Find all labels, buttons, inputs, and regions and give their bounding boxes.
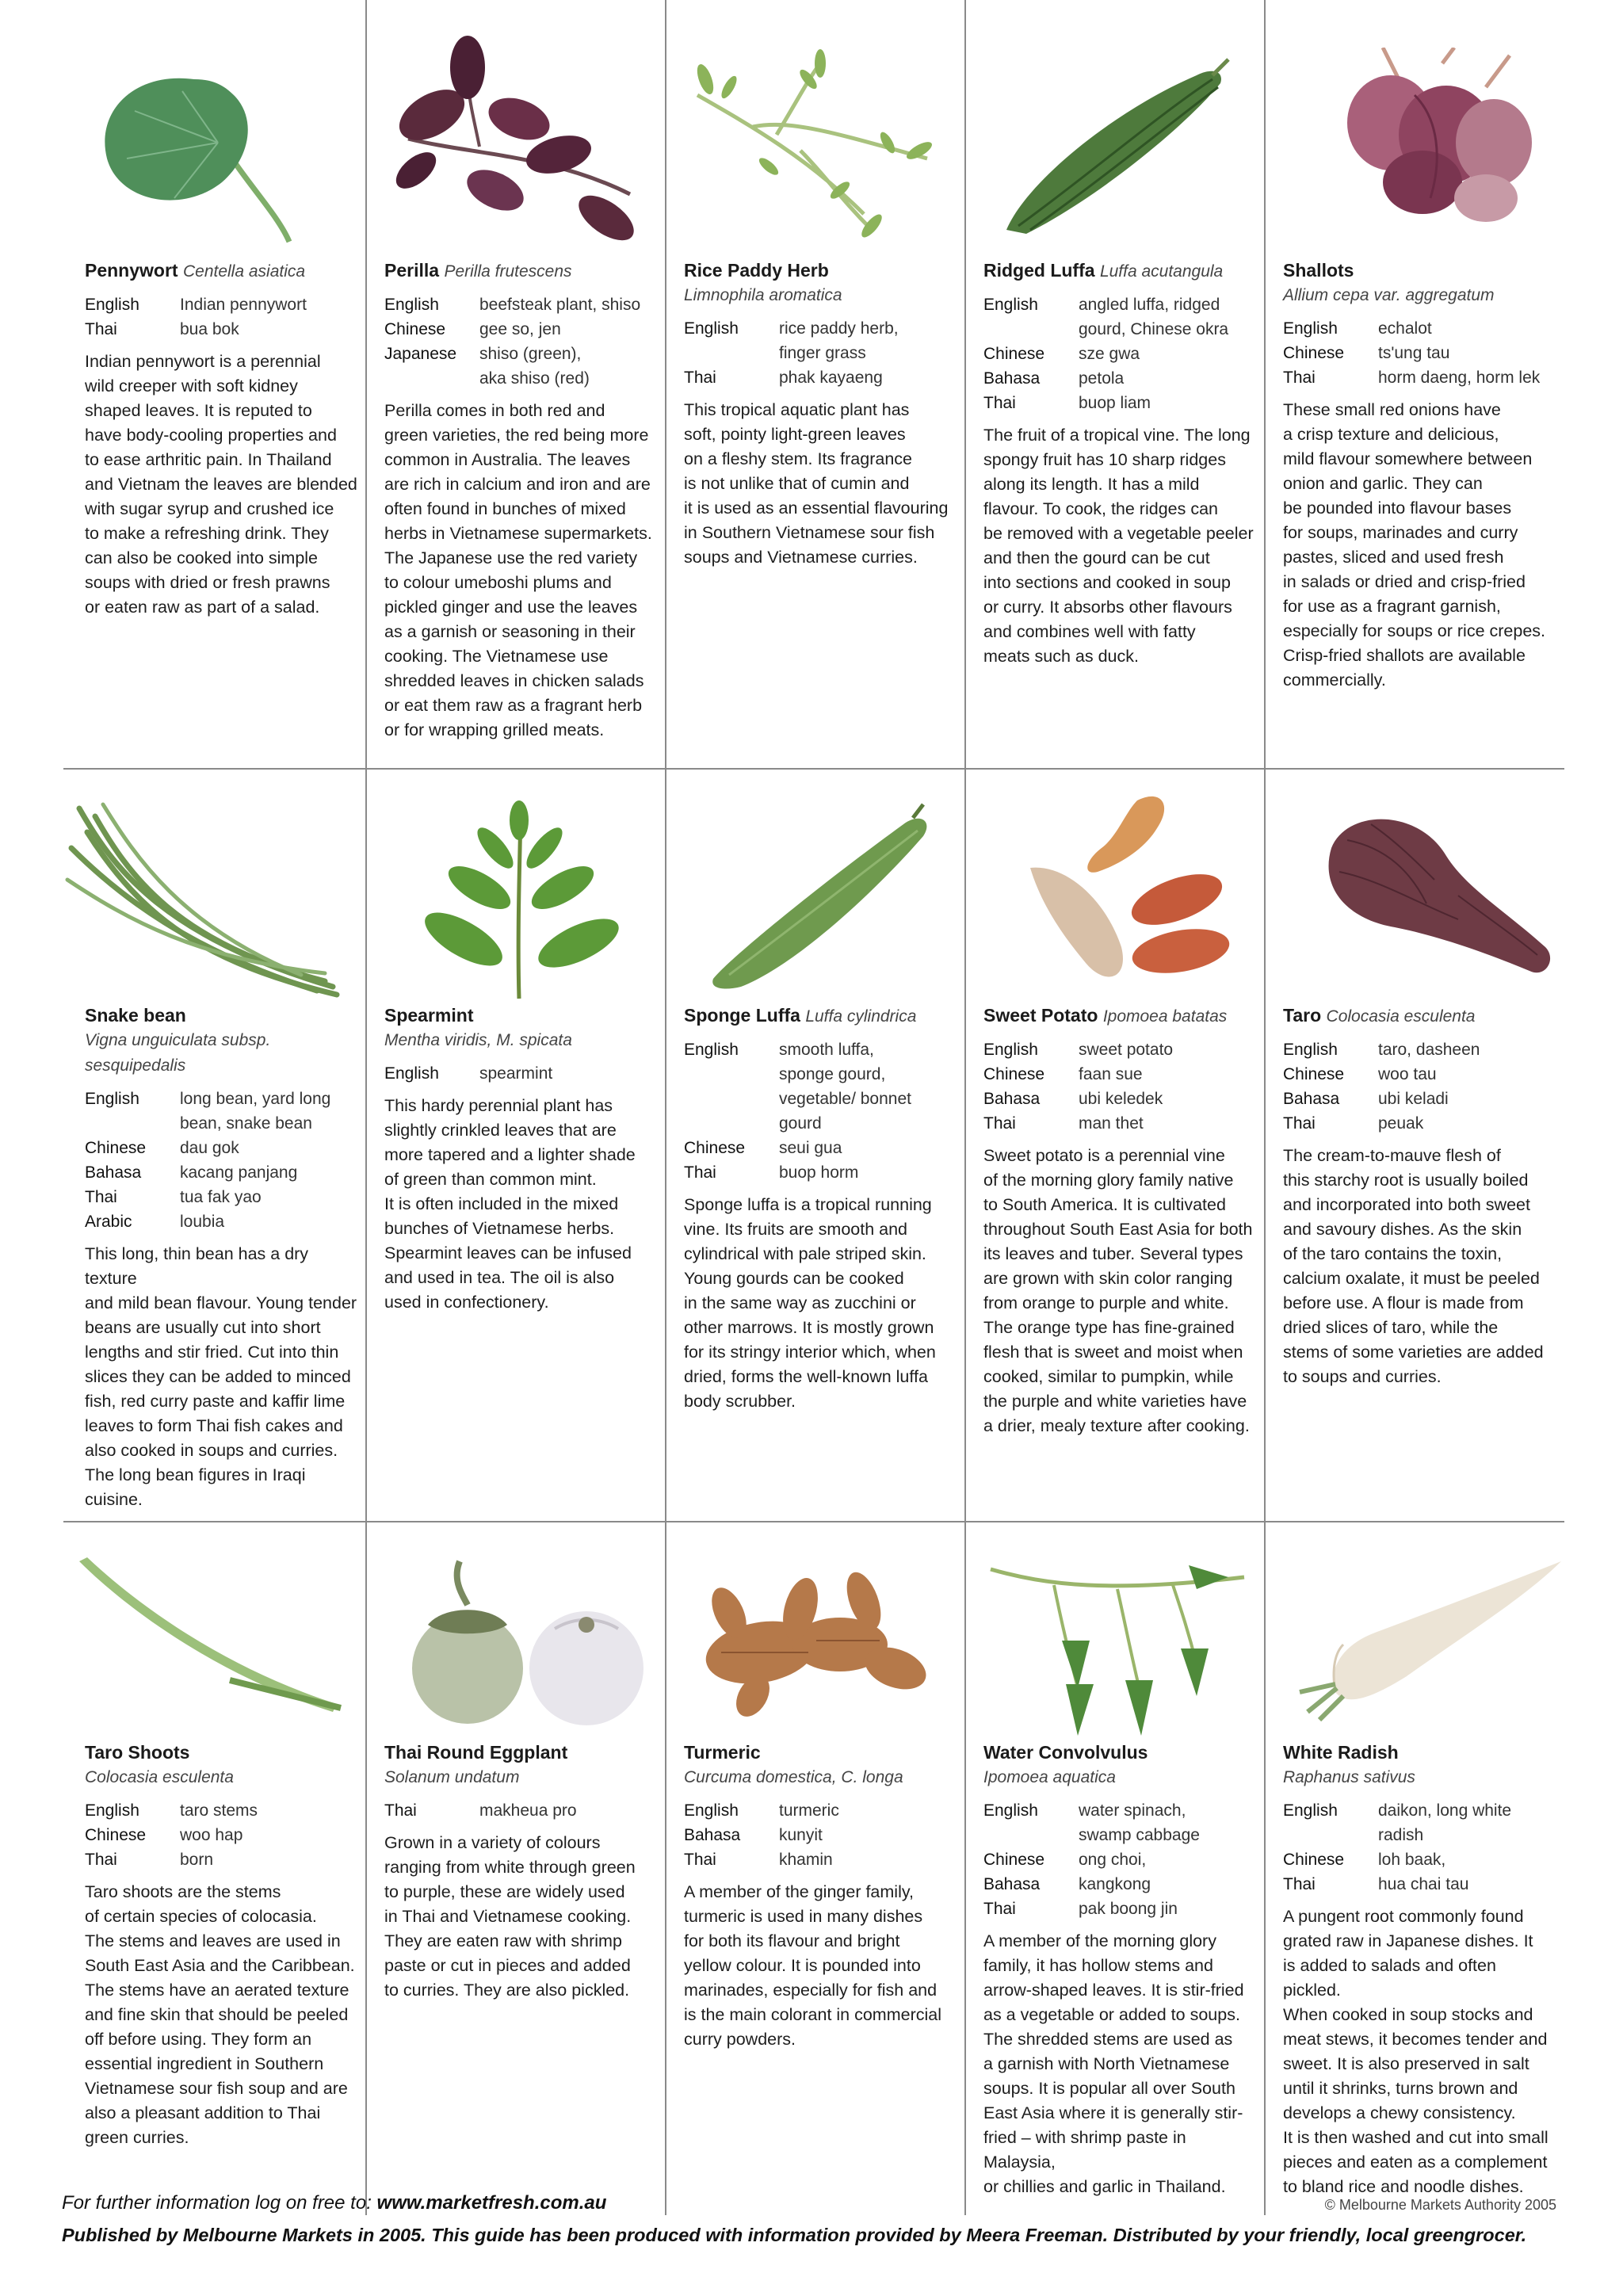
language-label: Chinese	[384, 320, 446, 338]
language-label: English	[983, 1041, 1038, 1059]
name-row	[85, 1160, 358, 1185]
description: A member of the morning glory family, it has hollow stems and arrow-shaped leaves. It is stir-fried as a vegetable or added to soups. The shredded stems are used as a garnish with North Vietnamese soups. It is popular all over South East Asia where it is generally stir- fried – with shrimp paste in Malaysia, or chillies and garlic in Thailand.	[983, 1931, 1244, 2196]
card-spearmint	[384, 1003, 658, 1315]
language-label: Thai	[1283, 1875, 1316, 1893]
language-label: Thai	[85, 1851, 117, 1869]
name-row	[85, 1823, 358, 1847]
local-name: ts'ung tau	[1378, 344, 1450, 362]
card-sponge-luffa	[684, 1003, 957, 1414]
name-row	[983, 1872, 1257, 1897]
white-radish-image	[1288, 1549, 1565, 1724]
card-shallots	[1283, 258, 1556, 693]
language-label: English	[983, 296, 1038, 314]
local-name: sweet potato	[1079, 1041, 1174, 1059]
language-label: English	[684, 1801, 739, 1820]
language-label: Thai	[983, 394, 1016, 412]
common-name: Perilla	[384, 260, 440, 281]
local-name: taro, dasheen	[1378, 1041, 1480, 1059]
name-row	[85, 1798, 358, 1823]
local-name: turmeric	[779, 1801, 839, 1820]
language-label: English	[684, 319, 739, 338]
name-list	[384, 1798, 658, 1823]
common-name: Taro	[1283, 1005, 1322, 1026]
footer-info-text: For further information log on free to:	[62, 2192, 377, 2214]
local-name: kacang panjang	[180, 1163, 298, 1182]
local-name: gee so, jen	[479, 320, 561, 338]
scientific-name: Colocasia esculenta	[1326, 1007, 1476, 1026]
pennywort-image	[87, 55, 301, 246]
website-link[interactable]: www.marketfresh.com.au	[376, 2192, 607, 2214]
sweet-potato-image	[1010, 789, 1248, 995]
copyright-text: © Melbourne Markets Authority 2005	[1324, 2197, 1556, 2213]
name-row	[1283, 1111, 1556, 1136]
scientific-name: Luffa cylindrica	[805, 1007, 917, 1026]
local-name: born	[180, 1851, 214, 1869]
language-label: English	[384, 1064, 439, 1083]
name-row	[1283, 1087, 1556, 1111]
card-title	[684, 258, 957, 283]
name-row	[384, 342, 658, 391]
scientific-name: Solanum undatum	[384, 1768, 520, 1786]
row-divider	[63, 1521, 1564, 1522]
scientific-name: Allium cepa var. aggregatum	[1283, 286, 1495, 304]
card-title	[1283, 258, 1556, 283]
local-name: shiso (green), aka shiso (red)	[479, 345, 590, 388]
local-name: spearmint	[479, 1064, 553, 1083]
local-name: woo hap	[180, 1826, 243, 1844]
name-row	[684, 1037, 957, 1136]
rice-paddy-herb-image	[682, 48, 943, 246]
description: Perilla comes in both red and green varieties, the red being more common in Australia. The leaves are rich in calcium and iron and are often found in bunches of mixed herbs in Vietnamese supermarkets. The Japanese use the red variety to colour umeboshi plums and pickled ginger and use the leaves as a garnish or seasoning in their cooking. The Vietnamese use shredded leaves in chicken salads or eat them raw as a fragrant herb or for wrapping grilled meats.	[384, 401, 652, 739]
card-title	[85, 258, 358, 285]
description: This tropical aquatic plant has soft, pointy light-green leaves on a fleshy stem. Its fragrance is not unlike that of cumin and it is used as an essential flavouring in Southern Vietnamese sour fish soups and Vietnamese curries.	[684, 400, 949, 567]
local-name: loh baak,	[1378, 1851, 1446, 1869]
name-row	[684, 1160, 957, 1185]
snake-bean-image	[63, 800, 349, 999]
name-row	[1283, 316, 1556, 341]
name-row	[1283, 365, 1556, 390]
scientific-name: Luffa acutangula	[1099, 262, 1224, 281]
card-title	[85, 1740, 358, 1765]
local-name: tua fak yao	[180, 1188, 262, 1206]
name-row	[1283, 1847, 1556, 1872]
name-row	[85, 317, 358, 342]
scientific-name: Centella asiatica	[182, 262, 306, 281]
scientific-name: Raphanus sativus	[1283, 1768, 1415, 1786]
publication-credit: Published by Melbourne Markets in 2005. This guide has been produced with information provided by Meera Freeman. Distributed by your friendly, local greengrocer.	[62, 2225, 1527, 2245]
language-label: Japanese	[384, 345, 457, 363]
language-label: Thai	[684, 1851, 716, 1869]
common-name: Thai Round Eggplant	[384, 1742, 568, 1763]
card-water-convolvulus	[983, 1740, 1257, 2199]
language-label: Chinese	[1283, 344, 1345, 362]
card-taro-shoots	[85, 1740, 358, 2150]
name-row	[983, 1087, 1257, 1111]
column-divider	[964, 0, 966, 2215]
local-name: beefsteak plant, shiso	[479, 296, 641, 314]
local-name: petola	[1079, 369, 1125, 388]
name-row	[983, 1111, 1257, 1136]
name-list	[85, 1798, 358, 1872]
language-label: Chinese	[983, 1065, 1045, 1083]
description: Indian pennywort is a perennial wild creeper with soft kidney shaped leaves. It is reputed to have body-cooling properties and to ease arthritic pain. In Thailand and Vietnam the leaves are blended with sugar syrup and crushed ice to make a refreshing drink. They can also be cooked into simple soups with dried or fresh prawns or eaten raw as part of a salad.	[85, 352, 357, 617]
local-name: daikon, long white radish	[1378, 1801, 1512, 1844]
local-name: khamin	[779, 1851, 833, 1869]
language-label: Chinese	[983, 345, 1045, 363]
language-label: Chinese	[983, 1851, 1045, 1869]
name-row	[983, 1897, 1257, 1921]
common-name: Sponge Luffa	[684, 1005, 800, 1026]
name-row	[85, 1136, 358, 1160]
language-label: Bahasa	[983, 1875, 1041, 1893]
card-title	[983, 1003, 1257, 1030]
name-row	[85, 1087, 358, 1136]
local-name: angled luffa, ridged gourd, Chinese okra	[1079, 296, 1229, 338]
scientific-name: Perilla frutescens	[444, 262, 572, 281]
card-perilla	[384, 258, 658, 743]
name-list	[384, 292, 658, 391]
local-name: makheua pro	[479, 1801, 577, 1820]
name-list	[1283, 316, 1556, 390]
local-name: taro stems	[180, 1801, 258, 1820]
card-title	[1283, 1003, 1556, 1030]
name-list	[983, 1798, 1257, 1921]
water-convolvulus-image	[983, 1553, 1252, 1744]
language-label: Bahasa	[684, 1826, 741, 1844]
common-name: Rice Paddy Herb	[684, 260, 829, 281]
name-list	[85, 1087, 358, 1234]
local-name: smooth luffa, sponge gourd, vegetable/ bonnet gourd	[779, 1041, 911, 1133]
name-row	[684, 316, 957, 365]
row-divider	[63, 768, 1564, 770]
local-name: pak boong jin	[1079, 1900, 1178, 1918]
local-name: hua chai tau	[1378, 1875, 1469, 1893]
scientific-name: Ipomoea aquatica	[983, 1768, 1116, 1786]
local-name: peuak	[1378, 1114, 1424, 1133]
name-row	[1283, 341, 1556, 365]
thai-round-eggplant-image	[396, 1549, 650, 1740]
footer-info	[62, 2192, 606, 2214]
language-label: Bahasa	[983, 369, 1041, 388]
description: The fruit of a tropical vine. The long spongy fruit has 10 sharp ridges along its length. It has a mild flavour. To cook, the ridges can be removed with a vegetable peeler and then the gourd can be cut into sections and cooked in soup or curry. It absorbs other flavours and combines well with fatty meats such as duck.	[983, 426, 1254, 666]
local-name: phak kayaeng	[779, 369, 883, 387]
scientific-name: Colocasia esculenta	[85, 1768, 234, 1786]
language-label: Thai	[983, 1114, 1016, 1133]
name-row	[684, 1847, 957, 1872]
name-row	[85, 1209, 358, 1234]
local-name: kangkong	[1079, 1875, 1151, 1893]
name-row	[384, 292, 658, 317]
name-list	[684, 316, 957, 390]
name-row	[1283, 1037, 1556, 1062]
column-divider	[1264, 0, 1266, 2215]
local-name: long bean, yard long bean, snake bean	[180, 1090, 331, 1133]
card-ridged-luffa	[983, 258, 1257, 669]
scientific-name: Ipomoea batatas	[1102, 1007, 1228, 1026]
card-snake-bean	[85, 1003, 358, 1512]
name-row	[983, 1847, 1257, 1872]
name-row	[1283, 1798, 1556, 1847]
card-title	[384, 258, 658, 285]
name-row	[85, 292, 358, 317]
column-divider	[665, 0, 666, 2215]
name-row	[983, 292, 1257, 342]
language-label: Bahasa	[983, 1090, 1041, 1108]
card-title	[384, 1740, 658, 1765]
description: The cream-to-mauve flesh of this starchy root is usually boiled and incorporated into both sweet and savoury dishes. As the skin of the taro contains the toxin, calcium oxalate, it must be peeled before use. A flour is made from dried slices of taro, while the stems of some varieties are added to soups and curries.	[1283, 1146, 1544, 1386]
description: A pungent root commonly found grated raw in Japanese dishes. It is added to salads and often pickled. When cooked in soup stocks and meat stews, it becomes tender and sweet. It is also preserved in salt until it shrinks, turns brown and develops a chewy consistency. It is then washed and cut into small pieces and eaten as a complement to bland rice and noodle dishes.	[1283, 1907, 1549, 2196]
common-name: Spearmint	[384, 1005, 474, 1026]
language-label: Thai	[384, 1801, 417, 1820]
common-name: White Radish	[1283, 1742, 1399, 1763]
language-label: Thai	[85, 320, 117, 338]
description: These small red onions have a crisp texture and delicious, mild flavour somewhere between onion and garlic. They can be pounded into flavour bases for soups, marinades and curry pastes, sliced and used fresh in salads or dried and crisp-fried for use as a fragrant garnish, especially for soups or rice crepes. Crisp-fried shallots are available commercially.	[1283, 400, 1546, 690]
language-label: English	[85, 1090, 139, 1108]
local-name: bua bok	[180, 320, 239, 338]
language-label: Thai	[983, 1900, 1016, 1918]
local-name: dau gok	[180, 1139, 239, 1157]
description: This long, thin bean has a dry texture and mild bean flavour. Young tender beans are usually cut into short lengths and stir fried. Cut into thin slices they can be added to minced fish, red curry paste and kaffir lime leaves to form Thai fish cakes and also cooked in soups and curries. The long bean figures in Iraqi cuisine.	[85, 1244, 357, 1509]
name-list	[684, 1798, 957, 1872]
description: Taro shoots are the stems of certain species of colocasia. The stems and leaves are used in South East Asia and the Caribbean. The stems have an aerated texture and fine skin that should be peeled off before using. They form an essential ingredient in Southern Vietnamese sour fish soup and are also a pleasant addition to Thai green curries.	[85, 1882, 355, 2147]
taro-shoots-image	[71, 1553, 345, 1720]
card-sweet-potato	[983, 1003, 1257, 1438]
name-row	[684, 1136, 957, 1160]
name-row	[684, 1823, 957, 1847]
common-name: Turmeric	[684, 1742, 761, 1763]
language-label: Chinese	[1283, 1065, 1345, 1083]
name-row	[1283, 1062, 1556, 1087]
language-label: English	[1283, 1041, 1338, 1059]
local-name: horm daeng, horm lek	[1378, 369, 1541, 387]
card-title	[684, 1003, 957, 1030]
local-name: buop horm	[779, 1163, 859, 1182]
language-label: English	[983, 1801, 1038, 1820]
local-name: rice paddy herb, finger grass	[779, 319, 899, 362]
common-name: Pennywort	[85, 260, 178, 281]
name-row	[983, 391, 1257, 415]
local-name: loubia	[180, 1213, 225, 1231]
card-title	[384, 1003, 658, 1028]
common-name: Sweet Potato	[983, 1005, 1098, 1026]
language-label: Chinese	[684, 1139, 746, 1157]
name-row	[983, 1798, 1257, 1847]
scientific-name: Limnophila aromatica	[684, 286, 842, 304]
description: A member of the ginger family, turmeric is used in many dishes for both its flavour and bright yellow colour. It is pounded into marinades, especially for fish and is the main colorant in commercial curry powders.	[684, 1882, 942, 2049]
perilla-image	[376, 36, 646, 250]
card-title	[983, 258, 1257, 285]
name-list	[85, 292, 358, 342]
name-row	[1283, 1872, 1556, 1897]
name-list	[384, 1061, 658, 1086]
description: Sponge luffa is a tropical running vine. Its fruits are smooth and cylindrical with pale striped skin. Young gourds can be cooked in the same way as zucchini or other marrows. It is mostly grown for its stringy interior which, when dried, forms the well-known luffa body scrubber.	[684, 1195, 936, 1411]
name-row	[983, 342, 1257, 366]
language-label: Chinese	[1283, 1851, 1345, 1869]
local-name: ubi keladi	[1378, 1090, 1449, 1108]
language-label: English	[1283, 1801, 1338, 1820]
name-row	[983, 1037, 1257, 1062]
scientific-name: Curcuma domestica, C. longa	[684, 1768, 903, 1786]
language-label: Chinese	[85, 1139, 147, 1157]
name-list	[1283, 1037, 1556, 1136]
local-name: Indian pennywort	[180, 296, 307, 314]
name-list	[983, 292, 1257, 415]
language-label: English	[85, 296, 139, 314]
shallots-image	[1304, 48, 1565, 238]
name-row	[384, 1798, 658, 1823]
local-name: sze gwa	[1079, 345, 1140, 363]
description: This hardy perennial plant has slightly crinkled leaves that are more tapered and a lighter shade of green than common mint. It is often included in the mixed bunches of Vietnamese herbs. Spearmint leaves can be infused and used in tea. The oil is also used in confectionery.	[384, 1096, 636, 1312]
name-row	[85, 1847, 358, 1872]
card-title	[983, 1740, 1257, 1765]
description: Sweet potato is a perennial vine of the morning glory family native to South America. It is cultivated throughout South East Asia for both its leaves and tuber. Several types are grown with skin color ranging from orange to purple and white. The orange type has fine-grained flesh that is sweet and moist when cooked, similar to pumpkin, while the purple and white varieties have a drier, mealy texture after cooking.	[983, 1146, 1253, 1435]
card-title	[85, 1003, 358, 1028]
language-label: English	[684, 1041, 739, 1059]
name-row	[684, 1798, 957, 1823]
local-name: kunyit	[779, 1826, 823, 1844]
name-row	[384, 317, 658, 342]
local-name: woo tau	[1378, 1065, 1437, 1083]
local-name: ong choi,	[1079, 1851, 1147, 1869]
scientific-name: Vigna unguiculata subsp. sesquipedalis	[85, 1031, 271, 1075]
language-label: Thai	[684, 1163, 716, 1182]
common-name: Taro Shoots	[85, 1742, 190, 1763]
card-taro	[1283, 1003, 1556, 1389]
scientific-name: Mentha viridis, M. spicata	[384, 1031, 572, 1049]
local-name: faan sue	[1079, 1065, 1143, 1083]
card-white-radish	[1283, 1740, 1556, 2199]
language-label: Thai	[1283, 369, 1316, 387]
local-name: seui gua	[779, 1139, 842, 1157]
language-label: Bahasa	[1283, 1090, 1340, 1108]
spearmint-image	[400, 800, 638, 1007]
name-list	[1283, 1798, 1556, 1897]
name-row	[85, 1185, 358, 1209]
language-label: English	[85, 1801, 139, 1820]
turmeric-image	[689, 1565, 935, 1724]
card-thai-round-eggplant	[384, 1740, 658, 2003]
common-name: Snake bean	[85, 1005, 186, 1026]
description: Grown in a variety of colours ranging from white through green to purple, these are widely used in Thai and Vietnamese cooking. They are eaten raw with shrimp paste or cut in pieces and added to curries. They are also pickled.	[384, 1833, 636, 2000]
card-rice-paddy-herb	[684, 258, 957, 570]
local-name: echalot	[1378, 319, 1432, 338]
language-label: English	[384, 296, 439, 314]
language-label: Thai	[1283, 1114, 1316, 1133]
name-row	[983, 366, 1257, 391]
taro-image	[1300, 800, 1561, 991]
local-name: ubi keledek	[1079, 1090, 1163, 1108]
ridged-luffa-image	[995, 55, 1232, 238]
language-label: Chinese	[85, 1826, 147, 1844]
local-name: man thet	[1079, 1114, 1144, 1133]
card-title	[1283, 1740, 1556, 1765]
card-turmeric	[684, 1740, 957, 2052]
language-label: Bahasa	[85, 1163, 142, 1182]
column-divider	[365, 0, 367, 2215]
local-name: buop liam	[1079, 394, 1151, 412]
card-title	[684, 1740, 957, 1765]
common-name: Ridged Luffa	[983, 260, 1095, 281]
name-row	[983, 1062, 1257, 1087]
language-label: English	[1283, 319, 1338, 338]
language-label: Arabic	[85, 1213, 132, 1231]
name-list	[983, 1037, 1257, 1136]
name-list	[684, 1037, 957, 1185]
name-row	[684, 365, 957, 390]
common-name: Water Convolvulus	[983, 1742, 1148, 1763]
sponge-luffa-image	[697, 800, 935, 991]
name-row	[384, 1061, 658, 1086]
language-label: Thai	[85, 1188, 117, 1206]
language-label: Thai	[684, 369, 716, 387]
local-name: water spinach, swamp cabbage	[1079, 1801, 1200, 1844]
common-name: Shallots	[1283, 260, 1354, 281]
card-pennywort	[85, 258, 358, 620]
